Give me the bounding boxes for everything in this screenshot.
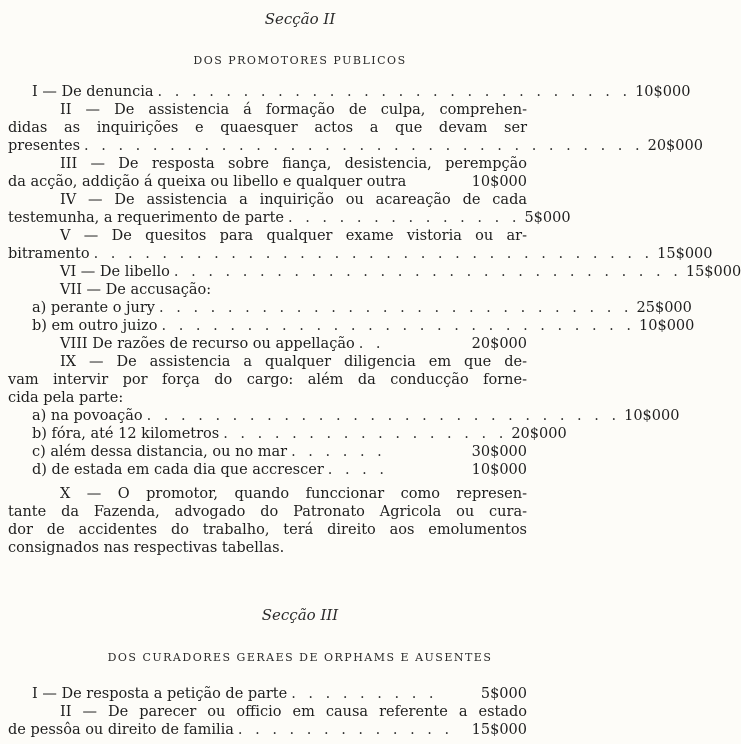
section-2-title: Secção II	[264, 10, 336, 28]
fee-text: presentes	[8, 138, 81, 154]
dot-leader: . . . . . . . . . . . . . .	[288, 210, 521, 226]
fee-amount: 25$000	[636, 300, 692, 316]
dot-leader: . . . . . .	[291, 444, 386, 460]
fee-amount: 15$000	[685, 264, 741, 280]
fee-amount: 5$000	[480, 686, 527, 702]
fee-line	[8, 209, 571, 227]
section-3-title: Secção III	[261, 606, 339, 624]
fee-text: a) perante o jury	[32, 300, 156, 316]
fee-text: de pessôa ou direito de familia	[8, 722, 234, 738]
text-line: VII — De accusação:	[60, 282, 212, 298]
fee-line	[32, 407, 680, 425]
fee-text: VI — De libello	[60, 264, 170, 280]
dot-leader: . .	[358, 336, 385, 352]
fee-line	[8, 721, 527, 739]
fee-amount: 20$000	[511, 426, 567, 442]
fee-amount: 10$000	[635, 84, 691, 100]
fee-line	[32, 461, 527, 479]
fee-amount: 10$000	[471, 174, 527, 190]
dot-leader: . . . . . . . . . . . . . . . . . . . . . . . . . . . . . .	[173, 264, 682, 280]
fee-line	[32, 443, 527, 461]
fee-text: I — De resposta a petição de parte	[32, 686, 288, 702]
fee-text: testemunha, a requerimento de parte	[8, 210, 284, 226]
fee-line	[8, 173, 527, 191]
text-line: X — O promotor, quando funccionar como represen-	[60, 486, 527, 502]
fee-text: a) na povoação	[32, 408, 143, 424]
text-line: V — De quesitos para qualquer exame vistoria ou ar-	[60, 228, 527, 244]
text-line: tante da Fazenda, advogado do Patronato Agricola ou cura-	[8, 504, 527, 520]
fee-line	[32, 317, 695, 335]
text-line: II — De parecer ou officio em causa referente a estado	[60, 704, 527, 720]
text-line: III — De resposta sobre fiança, desistencia, perempção	[60, 156, 527, 172]
fee-amount: 20$000	[647, 138, 703, 154]
fee-line	[32, 83, 691, 101]
fee-line	[8, 245, 713, 263]
dot-leader: . . . . . . . . . . . . . . . . .	[223, 426, 508, 442]
fee-amount: 15$000	[657, 246, 713, 262]
fee-line	[8, 137, 703, 155]
fee-text: b) em outro juizo	[32, 318, 158, 334]
text-line: IV — De assistencia a inquirição ou acareação de cada	[60, 192, 527, 208]
text-line: IX — De assistencia a qualquer diligencia em que de-	[60, 354, 527, 370]
text-line: vam intervir por força do cargo: além da conducção forne-	[8, 372, 527, 388]
text-line: dor de accidentes do trabalho, terá direito aos emolumentos	[8, 522, 527, 538]
fee-text: d) de estada em cada dia que accrescer	[32, 462, 324, 478]
dot-leader: . . . . . . . . . . . . . . . . . . . . . . . . . . . .	[157, 84, 632, 100]
dot-leader: . . . . . . . . . . . . .	[237, 722, 454, 738]
fee-line	[60, 335, 527, 353]
text-line: didas as inquirições e quaesquer actos a que devam ser	[8, 120, 527, 136]
dot-leader: . . . . . . . . . . . . . . . . . . . . . . . . . . . .	[161, 318, 636, 334]
dot-leader: . . . . . . . . .	[291, 686, 438, 702]
dot-leader: . . . .	[327, 462, 389, 478]
dot-leader: . . . . . . . . . . . . . . . . . . . . . . . . . . . .	[146, 408, 621, 424]
fee-line	[32, 425, 567, 443]
fee-text: VIII De razões de recurso ou appellação	[60, 336, 355, 352]
dot-leader: . . . . . . . . . . . . . . . . . . . . . . . . . . . .	[159, 300, 633, 316]
fee-amount: 30$000	[471, 444, 527, 460]
fee-text: I — De denuncia	[32, 84, 154, 100]
fee-text: bitramento	[8, 246, 90, 262]
fee-line	[32, 299, 692, 317]
fee-amount: 10$000	[471, 462, 527, 478]
fee-amount: 5$000	[524, 210, 571, 226]
fee-text: da acção, addição á queixa ou libello e qualquer outra	[8, 174, 407, 190]
dot-leader: . . . . . . . . . . . . . . . . . . . . . . . . . . . . . . . . .	[93, 246, 654, 262]
fee-amount: 15$000	[471, 722, 527, 738]
fee-line	[32, 685, 527, 703]
fee-text: c) além dessa distancia, ou no mar	[32, 444, 288, 460]
fee-amount: 20$000	[471, 336, 527, 352]
fee-amount: 10$000	[639, 318, 695, 334]
section-2-subtitle: DOS PROMOTORES PUBLICOS	[193, 54, 407, 67]
section-3-subtitle: DOS CURADORES GERAES DE ORPHAMS E AUSENTES	[107, 651, 493, 664]
dot-leader: . . . . . . . . . . . . . . . . . . . . . . . . . . . . . . . . .	[84, 138, 644, 154]
text-line: consignados nas respectivas tabellas.	[8, 540, 285, 556]
fee-text: b) fóra, até 12 kilometros	[32, 426, 220, 442]
fee-line	[60, 263, 741, 281]
fee-amount: 10$000	[624, 408, 680, 424]
text-line: cida pela parte:	[8, 390, 124, 406]
text-line: II — De assistencia á formação de culpa, comprehen-	[60, 102, 527, 118]
